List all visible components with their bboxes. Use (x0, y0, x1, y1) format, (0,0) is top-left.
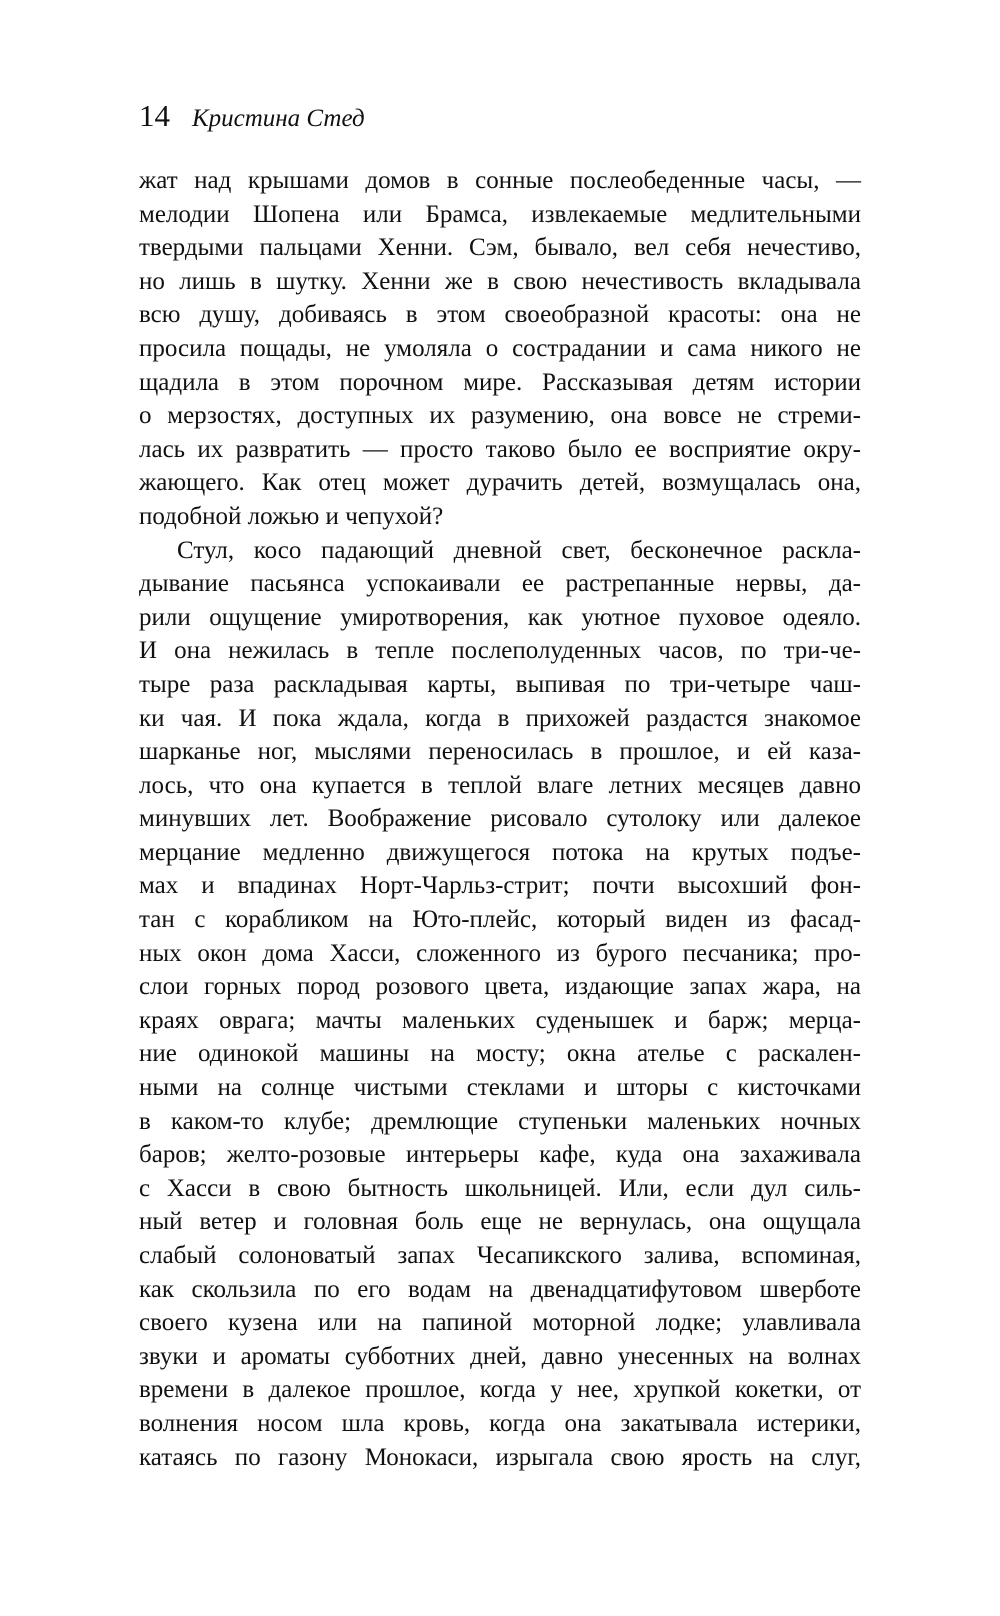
text-line: катаясь по газону Монокаси, изрыгала свою ярость на слуг, (139, 1443, 861, 1471)
text-line: слабый солоноватый запах Чесапикского залива, вспоминая, (139, 1242, 861, 1269)
text-line: рили ощущение умиротворения, как уютное пуховое одеяло. (139, 603, 861, 631)
text-line: минувших лет. Воображение рисовало сутолоку или далекое (139, 805, 861, 833)
page-number: 14 (139, 98, 170, 133)
text-line: ный ветер и головная боль еще не вернулась, она ощущала (139, 1208, 861, 1236)
text-line: просила пощады, не умоляла о сострадании и сама никого не (139, 334, 861, 362)
text-line: как скользила по его водам на двенадцатифутовом шверботе (139, 1275, 861, 1303)
text-line: своего кузена или на папиной моторной лодке; улавливала (139, 1309, 861, 1337)
text-line: в каком-то клубе; дремлющие ступеньки маленьких ночных (139, 1107, 861, 1135)
text-line: слои горных пород розового цвета, издающие запах жара, на (139, 973, 861, 1001)
text-line: И она нежилась в тепле послеполуденных часов, по три-че- (139, 637, 861, 665)
text-line: жающего. Как отец может дурачить детей, возмущалась она, (139, 469, 861, 497)
text-line: тыре раза раскладывая карты, выпивая по три-четыре чаш- (139, 670, 861, 698)
text-line: ными на солнце чистыми стеклами и шторы с кисточками (139, 1074, 861, 1102)
text-line: звуки и ароматы субботних дней, давно унесенных на волнах (139, 1342, 861, 1370)
text-line: но лишь в шутку. Хенни же в свою нечестивость вкладывала (139, 267, 861, 295)
text-line: дывание пасьянса успокаивали ее растрепанные нервы, да- (139, 570, 861, 598)
text-line: ных окон дома Хасси, сложенного из бурого песчаника; про- (139, 939, 861, 967)
text-line: мерцание медленно движущегося потока на крутых подъе- (139, 838, 861, 866)
text-line: твердыми пальцами Хенни. Сэм, бывало, вел себя нечестиво, (139, 234, 861, 262)
text-line: лась их развратить — просто таково было ее восприятие окру- (139, 435, 861, 463)
text-line: мах и впадинах Норт-Чарльз-стрит; почти высохший фон- (139, 872, 861, 900)
text-line: всю душу, добиваясь в этом своеобразной красоты: она не (139, 301, 861, 329)
text-line: мелодии Шопена или Брамса, извлекаемые медлительными (139, 200, 861, 228)
text-line: с Хасси в свою бытность школьницей. Или, если дул силь- (139, 1174, 861, 1202)
text-line: Стул, косо падающий дневной свет, бесконечное раскла- (177, 536, 861, 564)
text-line: лось, что она купается в теплой влаге летних месяцев давно (139, 771, 861, 799)
text-line: жат над крышами домов в сонные послеобеденные часы, — (139, 167, 861, 194)
paragraph (139, 164, 861, 534)
text-line: краях оврага; мачты маленьких суденышек и барж; мерца- (139, 1006, 861, 1034)
running-header (139, 98, 365, 138)
paragraph (139, 534, 861, 1475)
text-line: щадила в этом порочном мире. Рассказывая детям истории (139, 368, 861, 396)
text-line: волнения носом шла кровь, когда она закатывала истерики, (139, 1409, 861, 1437)
text-line: времени в далекое прошлое, когда у нее, хрупкой кокетки, от (139, 1376, 861, 1404)
text-line: шарканье ног, мыслями переносилась в прошлое, и ей каза- (139, 738, 861, 766)
text-line: ки чая. И пока ждала, когда в прихожей раздастся знакомое (139, 704, 861, 732)
running-title: Кристина Стед (192, 105, 365, 132)
text-line: о мерзостях, доступных их разумению, она вовсе не стреми- (139, 402, 861, 430)
text-line: ние одинокой машины на мосту; окна ателье с раскален- (139, 1040, 861, 1068)
body-text (139, 164, 861, 1474)
text-line: подобной ложью и чепухой? (139, 502, 444, 530)
text-line: тан с корабликом на Юто-плейс, который виден из фасад- (139, 906, 861, 934)
text-line: баров; желто-розовые интерьеры кафе, куда она захаживала (139, 1141, 861, 1169)
